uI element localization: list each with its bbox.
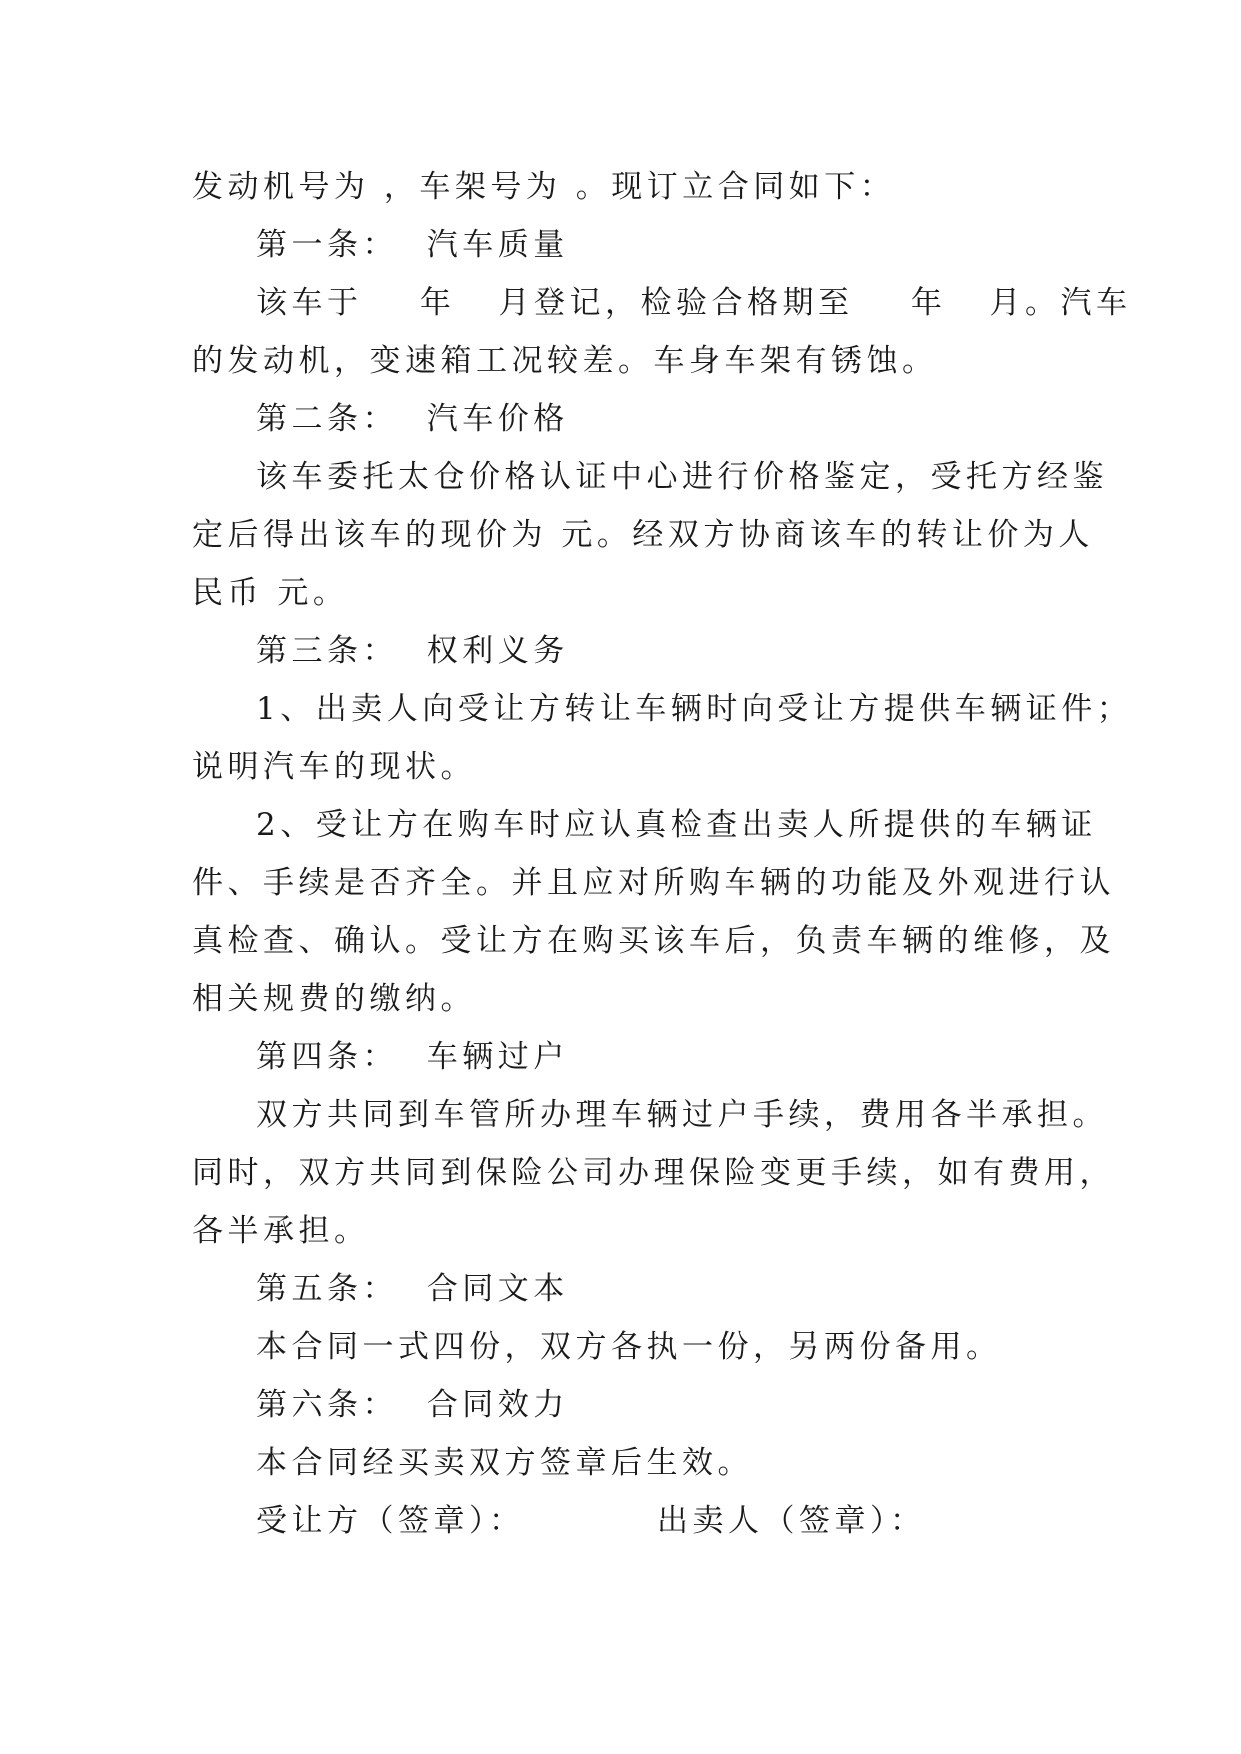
seller-signature-label: 出卖人（签章）： [657,1503,926,1539]
body-line: 双方共同到车管所办理车辆过户手续，费用各半承担。 [256,1097,1108,1133]
article-heading: 第三条： 权利义务 [256,633,569,669]
body-line: 本合同一式四份，双方各执一份，另两份备用。 [256,1329,1002,1365]
article-heading: 第一条： 汽车质量 [256,227,569,263]
body-line: 真检查、确认。受让方在购买该车后，负责车辆的维修，及 [192,923,1115,959]
body-line: 该车于 年 月登记，检验合格期至 年 月。汽车 [256,285,1132,321]
body-line: 2、受让方在购车时应认真检查出卖人所提供的车辆证 [256,807,1097,843]
article-heading: 第二条： 汽车价格 [256,401,569,437]
body-line: 1、出卖人向受让方转让车辆时向受让方提供车辆证件； [256,691,1133,727]
contract-body [192,158,1133,1550]
body-line: 各半承担。 [192,1213,370,1249]
signature-row [192,1492,1052,1550]
body-line: 件、手续是否齐全。并且应对所购车辆的功能及外观进行认 [192,865,1115,901]
body-line: 该车委托太仓价格认证中心进行价格鉴定，受托方经鉴 [256,459,1108,495]
body-line: 的发动机，变速箱工况较差。车身车架有锈蚀。 [192,343,938,379]
body-line: 发动机号为 ，车架号为 。现订立合同如下： [192,169,896,205]
article-heading: 第五条： 合同文本 [256,1271,569,1307]
transferee-signature-label: 受让方（签章）： [256,1503,525,1539]
body-line: 民币 元。 [192,575,349,611]
body-line: 相关规费的缴纳。 [192,981,476,1017]
article-heading: 第六条： 合同效力 [256,1387,569,1423]
body-line: 定后得出该车的现价为 元。经双方协商该车的转让价为人 [192,517,1094,553]
body-line: 说明汽车的现状。 [192,749,476,785]
article-heading: 第四条： 车辆过户 [256,1039,569,1075]
body-line: 本合同经买卖双方签章后生效。 [256,1445,753,1481]
body-line: 同时，双方共同到保险公司办理保险变更手续，如有费用， [192,1155,1115,1191]
